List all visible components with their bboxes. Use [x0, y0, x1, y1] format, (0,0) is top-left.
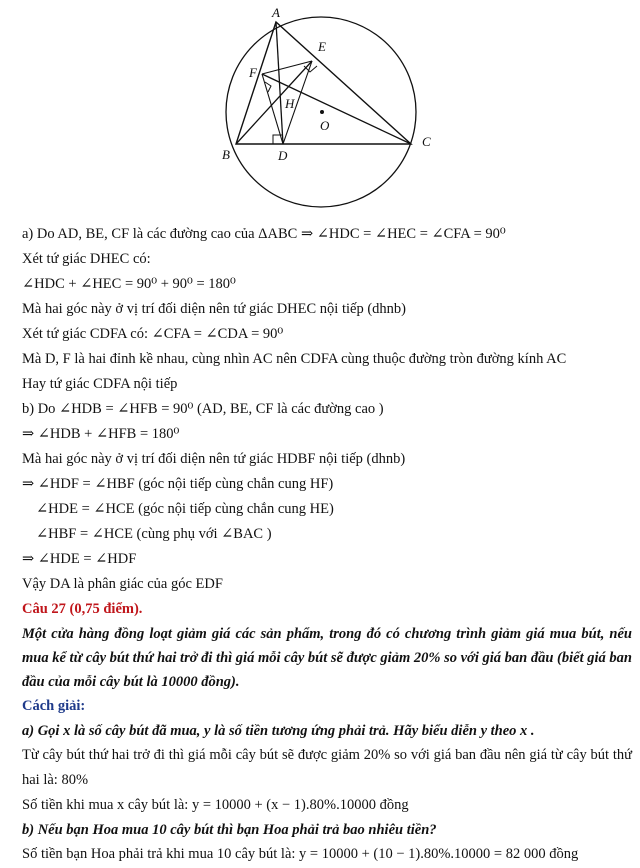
geometry-figure: [0, 0, 640, 222]
solution-heading: Cách giải:: [22, 698, 86, 714]
document-body: [22, 222, 632, 867]
part-b-line-4: ⇒ ∠HDF = ∠HBF (góc nội tiếp cùng chắn cung HF): [22, 476, 334, 492]
center-point: [320, 110, 324, 114]
solution-a-line-1: Từ cây bút thứ hai trở đi thì giá mỗi cây bút sẽ được giảm 20% so với giá ban đầu nên giá từ cây bút thứ hai là: 80%: [22, 747, 632, 788]
part-b-line-3: Mà hai góc này ở vị trí đối diện nên tứ giác HDBF nội tiếp (dhnb): [22, 451, 406, 467]
part-a-line-6: Mà D, F là hai đỉnh kề nhau, cùng nhìn AC nên CDFA cùng thuộc đường tròn đường kính AC: [22, 351, 567, 367]
sub-question-b: b) Nếu bạn Hoa mua 10 cây bút thì bạn Hoa phải trả bao nhiêu tiền?: [22, 822, 437, 838]
part-b-line-1: b) Do ∠HDB = ∠HFB = 90⁰ (AD, BE, CF là các đường cao ): [22, 401, 384, 417]
part-b-line-2: ⇒ ∠HDB + ∠HFB = 180⁰: [22, 426, 180, 442]
altitude-be: [236, 61, 312, 144]
part-b-line-6: ∠HBF = ∠HCE (cùng phụ với ∠BAC ): [36, 526, 272, 542]
sub-question-a: a) Gọi x là số cây bút đã mua, y là số tiền tương ứng phải trả. Hãy biểu diễn y theo x .: [22, 723, 535, 739]
label-b: B: [222, 147, 230, 162]
part-a-line-7: Hay tứ giác CDFA nội tiếp: [22, 376, 178, 392]
label-e: E: [318, 39, 326, 54]
part-a-line-4: Mà hai góc này ở vị trí đối diện nên tứ giác DHEC nội tiếp (dhnb): [22, 301, 406, 317]
label-d: D: [278, 148, 288, 163]
label-o: O: [320, 118, 330, 133]
question-heading: Câu 27 (0,75 điểm).: [22, 601, 143, 617]
label-f: F: [249, 65, 257, 80]
part-a-line-1: a) Do AD, BE, CF là các đường cao của ΔABC ⇒ ∠HDC = ∠HEC = ∠CFA = 90⁰: [22, 226, 506, 242]
part-b-line-5: ∠HDE = ∠HCE (góc nội tiếp cùng chắn cung HE): [36, 501, 334, 517]
solution-b-line-1: Số tiền bạn Hoa phải trả khi mua 10 cây bút là: y = 10000 + (10 − 1).80%.10000 = 82 000 đồng: [22, 846, 579, 862]
segment-fe: [262, 61, 312, 74]
solution-a-line-2: Số tiền khi mua x cây bút là: y = 10000 + (x − 1).80%.10000 đồng: [22, 797, 409, 813]
part-b-conclusion: Vậy DA là phân giác của góc EDF: [22, 576, 223, 592]
part-a-line-2: Xét tứ giác DHEC có:: [22, 251, 151, 267]
label-a: A: [272, 5, 280, 20]
question-text: Một cửa hàng đồng loạt giảm giá các sản phẩm, trong đó có chương trình giảm giá mua bút, nếu mua kể từ cây bút thứ hai trở đi thì giá mỗi cây bút sẽ được giảm 20% so với giá ban đầu (biết giá ban đầu của mỗi cây bút là 10000 đồng).: [22, 626, 632, 690]
label-h: H: [285, 96, 295, 111]
part-a-line-5: Xét tứ giác CDFA có: ∠CFA = ∠CDA = 90⁰: [22, 326, 284, 342]
part-a-line-3: ∠HDC + ∠HEC = 90⁰ + 90⁰ = 180⁰: [22, 276, 236, 292]
part-b-line-7: ⇒ ∠HDE = ∠HDF: [22, 551, 137, 567]
label-c: C: [422, 134, 431, 149]
